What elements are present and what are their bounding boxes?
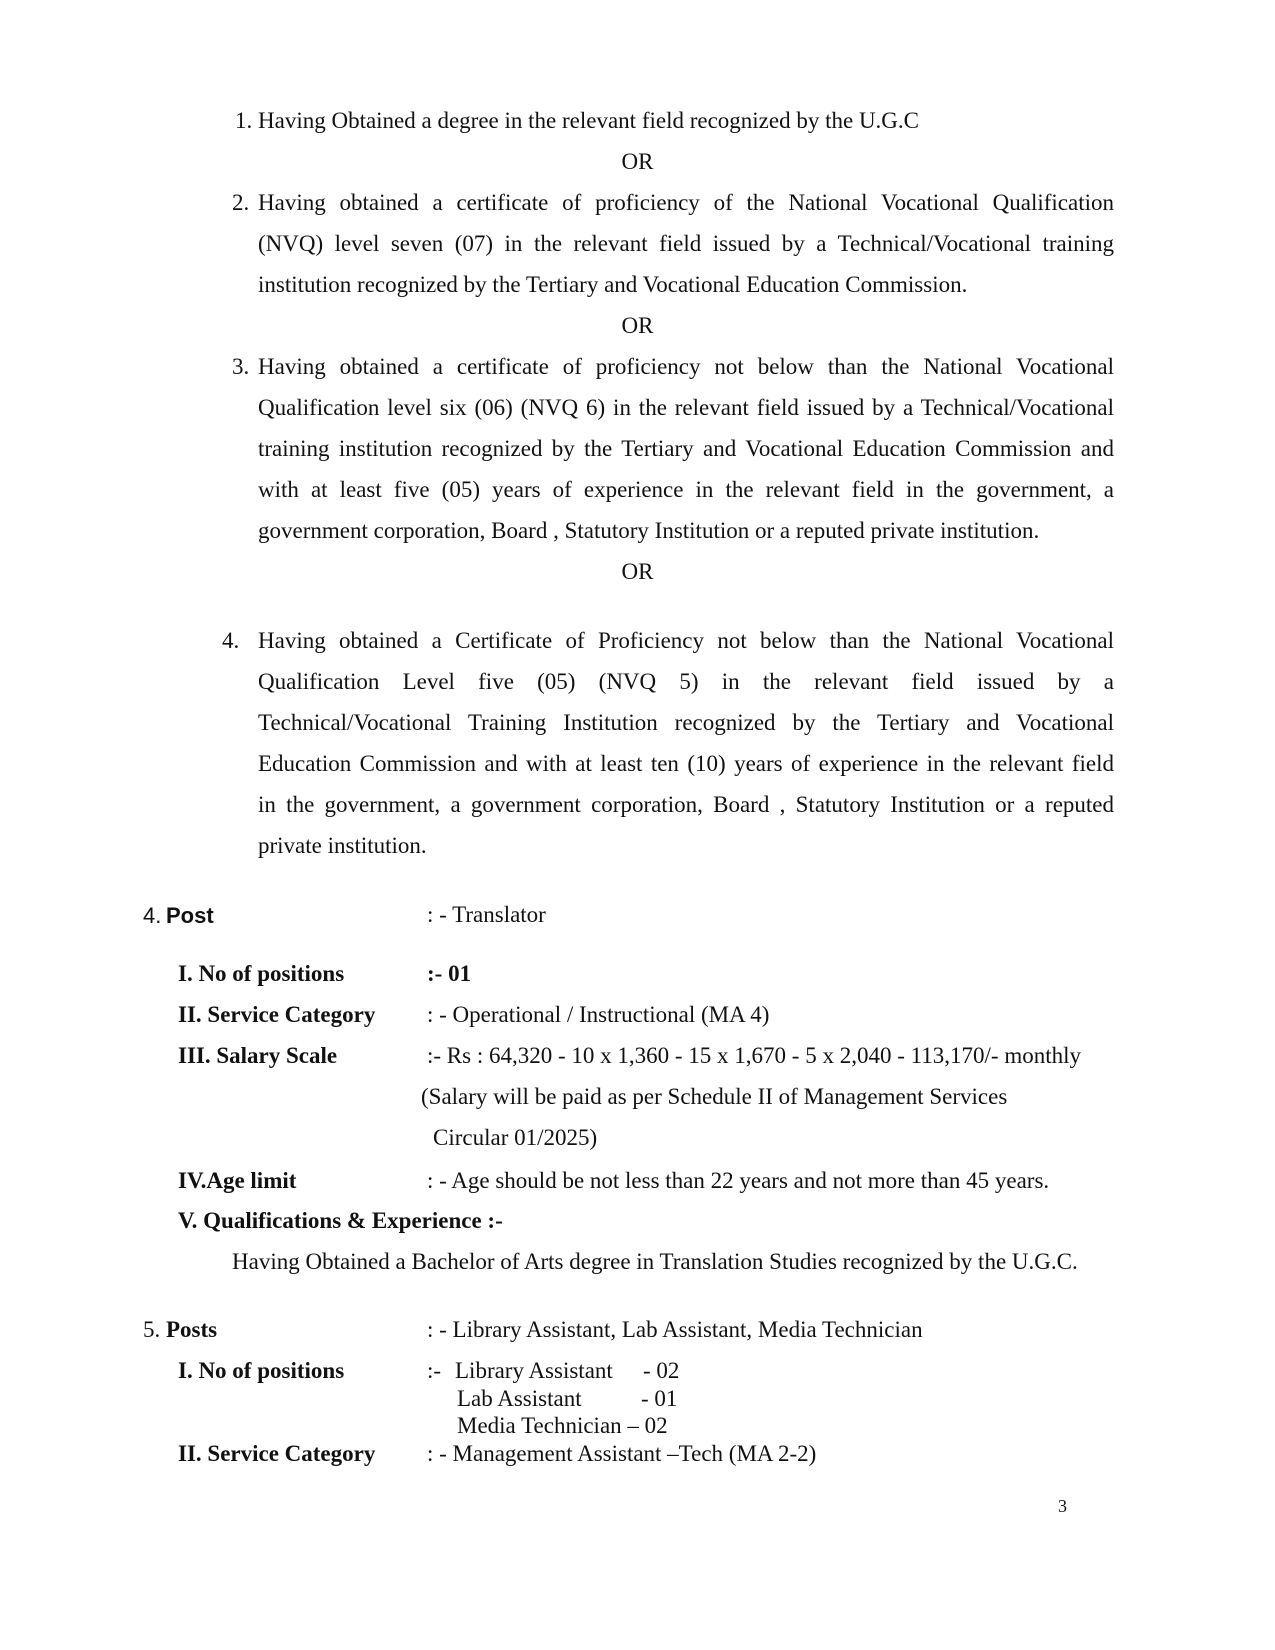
list-item-4-line-4: Education Commission and with at least ten (10) years of experience in the relevant field (258, 751, 1114, 776)
section-4-qualifications-text: Having Obtained a Bachelor of Arts degree in Translation Studies recognized by the U.G.C. (232, 1249, 1078, 1274)
section-4-positions-value: :- 01 (427, 961, 472, 986)
section-5-positions-label: I. No of positions (178, 1358, 345, 1383)
list-item-3-number: 3. (232, 354, 250, 379)
section-5-number: 5. (143, 1317, 161, 1342)
list-item-3-line-3: training institution recognized by the Tertiary and Vocational Education Commission and (258, 436, 1114, 461)
position-name-media-technician: Media Technician – 02 (457, 1413, 668, 1438)
section-4-age-value: : - Age should be not less than 22 years and not more than 45 years. (427, 1168, 1050, 1193)
section-4-salary-value: :- Rs : 64,320 - 10 x 1,360 - 15 x 1,670 - 5 x 2,040 - 113,170/- monthly (427, 1043, 1081, 1068)
section-5-service-value: : - Management Assistant –Tech (MA 2-2) (427, 1441, 817, 1466)
section-4-service-value: : - Operational / Instructional (MA 4) (427, 1002, 770, 1027)
section-5-service-label: II. Service Category (178, 1441, 376, 1466)
list-item-4-line-2: Qualification Level five (05) (NVQ 5) in the relevant field issued by a (258, 669, 1114, 694)
position-count-library-assistant: - 02 (643, 1358, 680, 1383)
position-name-lab-assistant: Lab Assistant (457, 1386, 582, 1411)
section-5-heading: Posts (166, 1317, 218, 1342)
section-4-heading: Post (166, 903, 214, 928)
list-item-2-line-1: Having obtained a certificate of proficiency of the National Vocational Qualification (258, 190, 1114, 215)
list-item-3-line-5: government corporation, Board , Statutory Institution or a reputed private institution. (258, 518, 1040, 543)
list-item-4-line-3: Technical/Vocational Training Institution recognized by the Tertiary and Vocational (258, 710, 1114, 735)
section-4-salary-label: III. Salary Scale (178, 1043, 338, 1068)
list-item-4-number: 4. (222, 628, 240, 653)
section-4-service-label: II. Service Category (178, 1002, 376, 1027)
list-item-1-text: Having Obtained a degree in the relevant field recognized by the U.G.C (258, 108, 920, 133)
section-5-positions-prefix: :- (427, 1358, 442, 1383)
list-item-4-line-1: Having obtained a Certificate of Proficiency not below than the National Vocational (258, 628, 1114, 653)
or-separator-1: OR (621, 149, 654, 174)
section-4-positions-label: I. No of positions (178, 961, 345, 986)
position-name-library-assistant: Library Assistant (455, 1358, 613, 1383)
list-item-2-number: 2. (232, 190, 250, 215)
list-item-2-line-3: institution recognized by the Tertiary and Vocational Education Commission. (258, 272, 968, 297)
page-number: 3 (1058, 1496, 1067, 1516)
list-item-3-line-1: Having obtained a certificate of proficiency not below than the National Vocational (258, 354, 1114, 379)
section-4-salary-note-1: (Salary will be paid as per Schedule II of Management Services (421, 1084, 1008, 1109)
list-item-3-line-4: with at least five (05) years of experience in the relevant field in the government, a (258, 477, 1114, 502)
position-count-lab-assistant: - 01 (641, 1386, 678, 1411)
list-item-2-line-2: (NVQ) level seven (07) in the relevant field issued by a Technical/Vocational training (258, 231, 1114, 256)
list-item-3-line-2: Qualification level six (06) (NVQ 6) in the relevant field issued by a Technical/Vocational (258, 395, 1114, 420)
section-5-posts-value: : - Library Assistant, Lab Assistant, Media Technician (427, 1317, 923, 1342)
section-4-salary-note-2: Circular 01/2025) (433, 1125, 598, 1150)
section-4-post-value: : - Translator (427, 902, 546, 927)
section-4-qualifications-heading: V. Qualifications & Experience :- (178, 1208, 503, 1233)
list-item-4-line-5: in the government, a government corporation, Board , Statutory Institution or a reputed (258, 792, 1114, 817)
list-item-1-number: 1. (235, 108, 253, 133)
or-separator-2: OR (621, 313, 654, 338)
or-separator-3: OR (621, 559, 654, 584)
section-4-number: 4. (143, 903, 162, 928)
list-item-4-line-6: private institution. (258, 833, 427, 858)
section-4-age-label: IV.Age limit (178, 1168, 297, 1193)
